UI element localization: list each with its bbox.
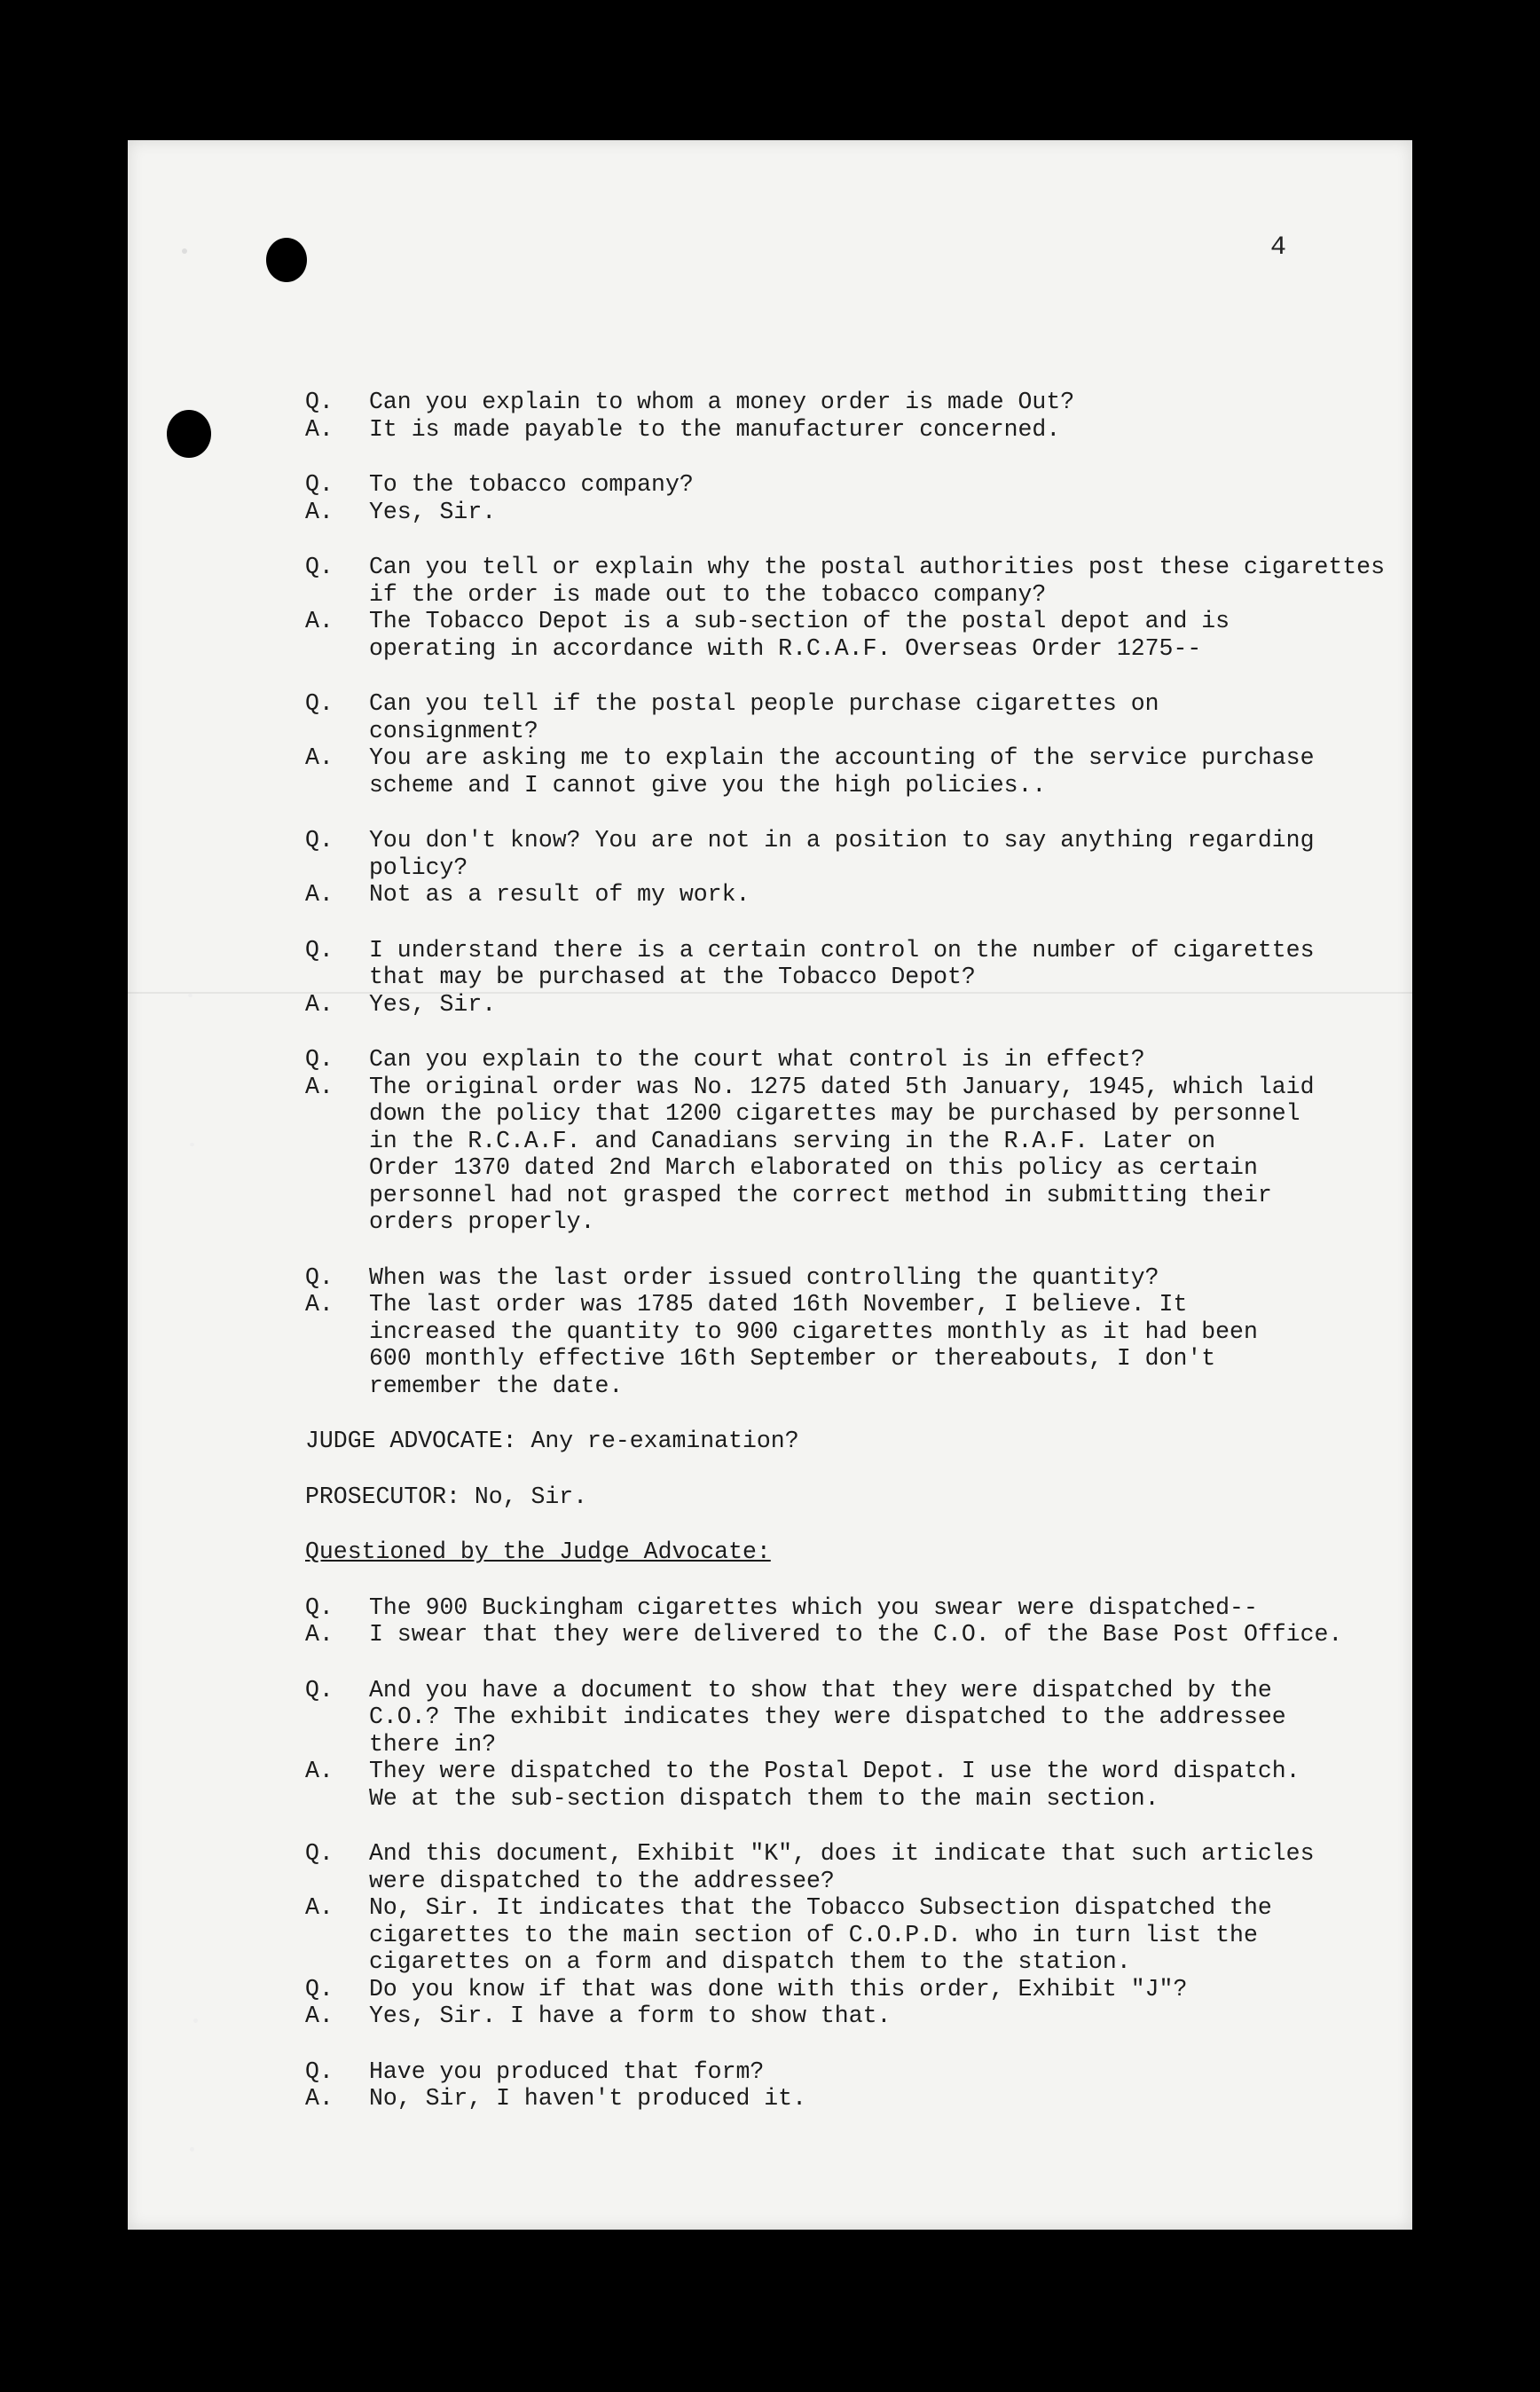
judge-advocate-line: JUDGE ADVOCATE: Any re-examination?: [305, 1428, 799, 1454]
answer-line: [305, 1291, 1414, 1399]
question-text: Can you tell if the postal people purchase cigarettes on consignment?: [369, 690, 1159, 744]
punch-hole-top: [266, 238, 307, 282]
question-line: [305, 1594, 1414, 1622]
question-text: And you have a document to show that they were dispatched by the C.O.? The exhibit indicates they were dispatched to the addressee there in?: [369, 1676, 1286, 1758]
qa-exchange: [305, 1840, 1414, 1976]
question-text: When was the last order issued controlling the quantity?: [369, 1263, 1159, 1291]
answer-text: Yes, Sir.: [369, 498, 497, 525]
question-label: Q.: [305, 690, 334, 717]
answer-line: [305, 991, 1414, 1019]
question-line: [305, 389, 1414, 416]
qa-exchange: [305, 937, 1414, 1019]
margin-speck: [190, 1143, 194, 1146]
question-text: Do you know if that was done with this order, Exhibit "J"?: [369, 1975, 1188, 2003]
question-label: Q.: [305, 471, 334, 498]
qa-exchange: [305, 554, 1414, 662]
question-line: [305, 1976, 1414, 2003]
question-label: Q.: [305, 1676, 334, 1704]
answer-label: A.: [305, 498, 334, 525]
answer-line: [305, 1074, 1414, 1236]
answer-label: A.: [305, 1073, 334, 1100]
answer-text: No, Sir, I haven't produced it.: [369, 2085, 806, 2112]
question-text: You don't know? You are not in a position to say anything regarding policy?: [369, 827, 1329, 881]
answer-text: They were dispatched to the Postal Depot. I use the word dispatch. We at the sub-section dispatch them to the main section.: [369, 1758, 1300, 1812]
answer-line: [305, 2003, 1414, 2030]
transcript-part-2: [305, 1594, 1414, 2113]
punch-hole-middle: [167, 410, 211, 458]
question-text: Can you explain to whom a money order is made Out?: [369, 389, 1075, 415]
question-text: I understand there is a certain control on the number of cigarettes that may be purchased at the Tobacco Depot?: [369, 936, 1315, 990]
margin-speck: [190, 2147, 194, 2152]
answer-text: The last order was 1785 dated 16th November, I believe. It increased the quantity to 900 cigarettes monthly as it had been 600 monthly effective 16th September or thereabouts, I don't remember the date.: [369, 1291, 1258, 1399]
question-text: And this document, Exhibit "K", does it indicate that such articles were dispatched to the addressee?: [369, 1840, 1315, 1894]
transcript-body: [305, 389, 1414, 2141]
qa-exchange: [305, 471, 1414, 525]
question-text: Have you produced that form?: [369, 2058, 765, 2085]
answer-text: Yes, Sir. I have a form to show that.: [369, 2003, 892, 2029]
question-text: Can you tell or explain why the postal authorities post these cigarettes if the order is made out to the tobacco company?: [369, 554, 1385, 608]
answer-label: A.: [305, 744, 334, 771]
qa-exchange: [305, 1976, 1414, 2030]
answer-label: A.: [305, 881, 334, 908]
question-label: Q.: [305, 2058, 334, 2085]
question-label: Q.: [305, 936, 334, 964]
answer-line: [305, 608, 1414, 662]
answer-label: A.: [305, 1758, 334, 1784]
answer-text: Yes, Sir.: [369, 990, 497, 1018]
answer-label: A.: [305, 608, 334, 634]
margin-speck: [188, 994, 192, 997]
qa-exchange: [305, 690, 1414, 799]
answer-label: A.: [305, 415, 334, 443]
answer-line: [305, 1758, 1414, 1812]
answer-label: A.: [305, 1621, 334, 1648]
answer-label: A.: [305, 2003, 334, 2029]
answer-label: A.: [305, 990, 334, 1018]
qa-exchange: [305, 389, 1414, 443]
question-label: Q.: [305, 827, 334, 854]
answer-label: A.: [305, 1291, 334, 1318]
answer-text: The original order was No. 1275 dated 5th January, 1945, which laid down the policy that 1200 cigarettes may be purchased by personnel in the R.C.A.F. and Canadians serving in the R.A.F. Later on Order 1370 dated 2nd March elaborated on this policy as certain personnel had not grasped the correct method in submitting their orders properly.: [369, 1073, 1315, 1235]
answer-line: [305, 1621, 1414, 1648]
question-line: [305, 2058, 1414, 2086]
question-line: [305, 554, 1414, 608]
answer-label: A.: [305, 2085, 334, 2112]
answer-text: The Tobacco Depot is a sub-section of the postal depot and is operating in accordance with R.C.A.F. Overseas Order 1275--: [369, 608, 1230, 662]
section-heading: Questioned by the Judge Advocate:: [305, 1538, 771, 1565]
question-line: [305, 1840, 1414, 1894]
answer-line: [305, 744, 1414, 799]
transcript-part-1: [305, 389, 1414, 1399]
question-text: Can you explain to the court what control is in effect?: [369, 1046, 1145, 1073]
qa-exchange: [305, 1594, 1414, 1648]
question-line: [305, 471, 1414, 499]
question-label: Q.: [305, 1046, 334, 1073]
answer-label: A.: [305, 1894, 334, 1921]
answer-line: [305, 416, 1414, 444]
question-line: [305, 690, 1414, 744]
answer-text: It is made payable to the manufacturer concerned.: [369, 415, 1061, 443]
answer-text: I swear that they were delivered to the C.O. of the Base Post Office.: [369, 1621, 1343, 1648]
answer-text: No, Sir. It indicates that the Tobacco Subsection dispatched the cigarettes to the main section of C.O.P.D. who in turn list the cigarettes on a form and dispatch them to the station.: [369, 1894, 1272, 1975]
question-label: Q.: [305, 1263, 334, 1291]
question-label: Q.: [305, 1975, 334, 2003]
document-page: [128, 140, 1412, 2230]
question-label: Q.: [305, 1593, 334, 1621]
question-line: [305, 937, 1414, 991]
question-label: Q.: [305, 554, 334, 580]
prosecutor-line: PROSECUTOR: No, Sir.: [305, 1483, 588, 1510]
question-label: Q.: [305, 1840, 334, 1867]
answer-line: [305, 2085, 1414, 2113]
qa-exchange: [305, 827, 1414, 909]
answer-line: [305, 881, 1414, 909]
question-label: Q.: [305, 389, 334, 415]
question-line: [305, 1264, 1414, 1292]
question-line: [305, 827, 1414, 881]
answer-text: Not as a result of my work.: [369, 881, 750, 908]
qa-exchange: [305, 2058, 1414, 2113]
answer-line: [305, 1894, 1414, 1976]
qa-exchange: [305, 1264, 1414, 1400]
page-number: 4: [1270, 232, 1287, 263]
margin-speck: [193, 2018, 198, 2023]
question-text: The 900 Buckingham cigarettes which you swear were dispatched--: [369, 1593, 1258, 1621]
margin-speck: [182, 248, 187, 254]
answer-line: [305, 499, 1414, 526]
qa-exchange: [305, 1046, 1414, 1236]
question-text: To the tobacco company?: [369, 471, 694, 498]
question-line: [305, 1677, 1414, 1759]
answer-text: You are asking me to explain the accounting of the service purchase scheme and I cannot give you the high policies..: [369, 744, 1315, 799]
question-line: [305, 1046, 1414, 1074]
qa-exchange: [305, 1677, 1414, 1813]
